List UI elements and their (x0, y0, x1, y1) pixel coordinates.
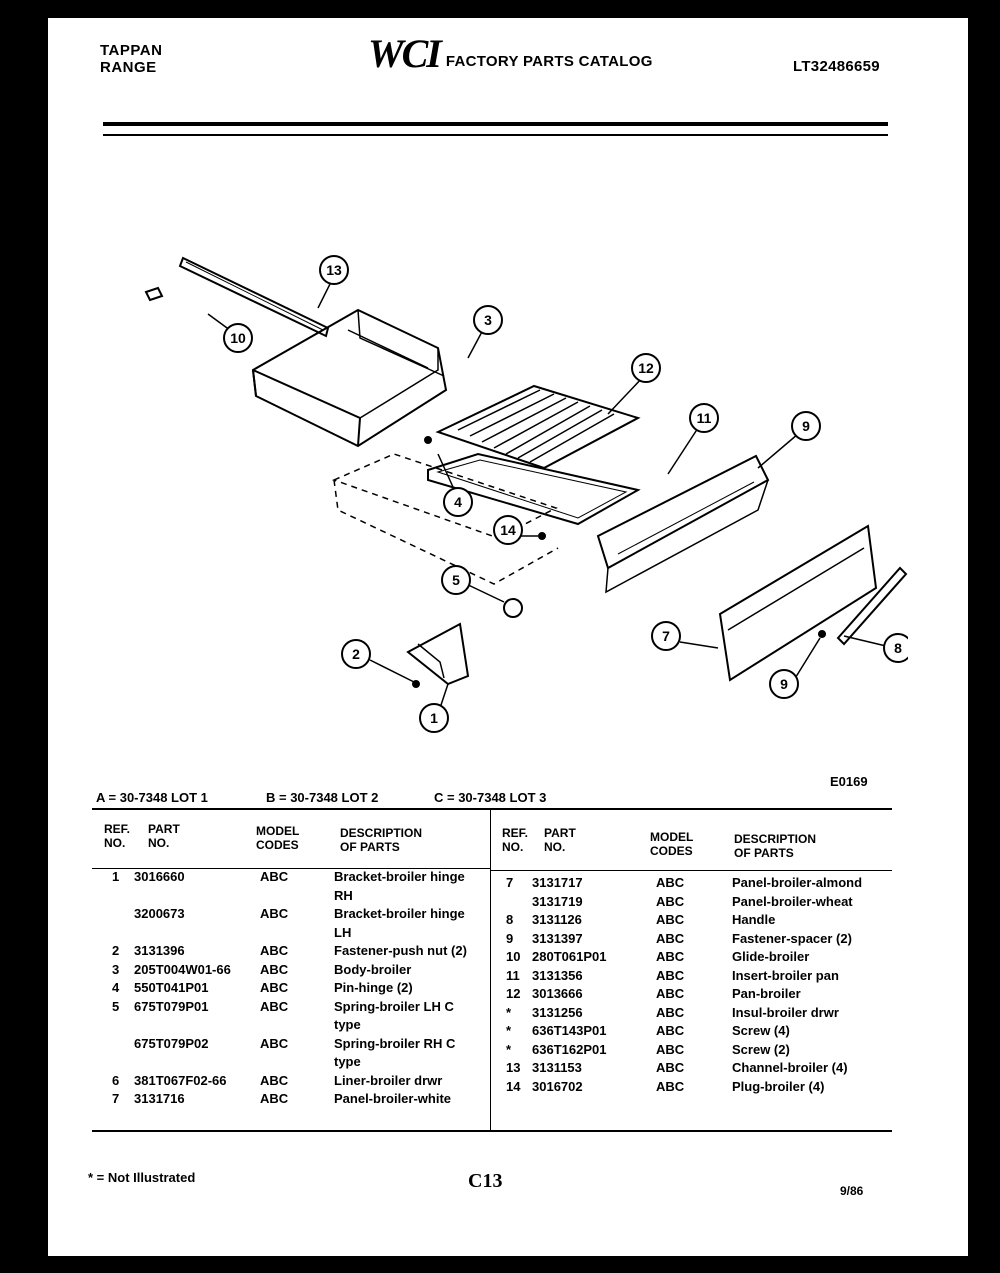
callout-4 (444, 488, 472, 516)
description-cell: Liner-broiler drwr (334, 1072, 443, 1088)
description-cell: Spring-broiler LH C (334, 998, 454, 1014)
header-rule (103, 122, 888, 126)
description-cell: Body-broiler (334, 961, 412, 977)
part-number-cell: 3131717 (532, 875, 583, 890)
description-cell: Insul-broiler drwr (732, 1004, 839, 1020)
model-code-cell: ABC (260, 1091, 289, 1106)
description-cell: RH (334, 887, 353, 903)
header-description: DESCRIPTION OF PARTS (340, 826, 423, 854)
lot-c: C = 30-7348 LOT 3 (434, 790, 547, 805)
catalog-title: FACTORY PARTS CATALOG (445, 53, 653, 70)
wci-logo: WCI (368, 31, 440, 76)
page-number: C13 (468, 1170, 503, 1192)
header-ref-no-right: REF. NO. (502, 826, 529, 854)
catalog-page (48, 18, 968, 1256)
ref-cell: 9 (506, 930, 514, 946)
ref-cell: 2 (112, 943, 120, 958)
part-number-cell: 3016660 (134, 869, 185, 884)
description-cell: Handle (732, 912, 776, 927)
header-part-no-right: PART NO. (544, 826, 576, 854)
callout-10 (224, 324, 252, 352)
svg-text:13: 13 (326, 262, 342, 278)
svg-text:8: 8 (894, 640, 902, 656)
brand-block (100, 42, 162, 76)
model-code-cell: ABC (656, 875, 685, 890)
model-code-cell: ABC (260, 1035, 289, 1051)
part-number-cell: 3131356 (532, 967, 583, 983)
brand-name: TAPPAN (100, 42, 163, 59)
header-description-right: DESCRIPTION OF PARTS (734, 832, 817, 860)
part-number-cell: 3131396 (134, 943, 185, 958)
model-code-cell: ABC (656, 1004, 685, 1020)
description-cell: Channel-broiler (4) (732, 1060, 848, 1075)
callout-11 (690, 404, 718, 432)
model-code-cell: ABC (260, 980, 289, 995)
part-number-cell: 675T079P02 (134, 1035, 209, 1051)
model-number: LT32486659 (793, 58, 880, 75)
model-code-cell: ABC (260, 943, 289, 958)
part-number-cell: 3131256 (532, 1004, 583, 1020)
part-number-cell: 3013666 (532, 986, 583, 1001)
ref-cell: 7 (506, 875, 514, 890)
ref-cell: 6 (112, 1072, 120, 1088)
callout-1 (420, 704, 448, 732)
exploded-parts-diagram (108, 218, 908, 738)
header-model-codes: MODEL CODES (256, 824, 300, 852)
part-number-cell: 3131719 (532, 893, 583, 909)
description-cell: Insert-broiler pan (732, 967, 839, 983)
part-number-cell: 381T067F02-66 (134, 1072, 227, 1088)
model-code-cell: ABC (260, 1072, 289, 1088)
model-code-cell: ABC (656, 930, 685, 946)
table-bottom-rule (92, 1130, 892, 1132)
svg-text:5: 5 (452, 572, 460, 588)
svg-text:2: 2 (352, 646, 360, 662)
part-number-cell: 3131126 (532, 912, 582, 927)
callout-7 (652, 622, 680, 650)
spring-part (504, 599, 522, 617)
table-top-rule (92, 808, 892, 810)
callout-2 (342, 640, 370, 668)
part-number-cell: 280T061P01 (532, 949, 607, 964)
svg-text:12: 12 (638, 360, 654, 376)
description-cell: Fastener-push nut (2) (334, 943, 467, 958)
svg-text:3: 3 (484, 312, 492, 328)
model-code-cell: ABC (260, 906, 289, 921)
fastener-part (146, 288, 162, 300)
description-cell: Bracket-broiler hinge (334, 906, 465, 921)
description-cell: Panel-broiler-wheat (732, 893, 853, 909)
description-cell: Pan-broiler (732, 986, 801, 1001)
model-code-cell: ABC (656, 1023, 685, 1038)
part-number-cell: 3131397 (532, 930, 583, 946)
part-number-cell: 636T143P01 (532, 1023, 607, 1038)
bracket-part (408, 624, 468, 684)
front-panel-part (720, 526, 876, 680)
ref-cell: 1 (112, 869, 120, 884)
model-code-cell: ABC (260, 869, 289, 884)
part-number-cell: 675T079P01 (134, 998, 209, 1014)
header-model-codes-right: MODEL CODES (650, 830, 694, 858)
callout-9-bottom (770, 670, 798, 698)
ref-cell: 4 (112, 980, 120, 995)
model-code-cell: ABC (656, 949, 685, 964)
model-code-cell: ABC (260, 961, 289, 977)
description-cell: Screw (4) (732, 1023, 790, 1038)
svg-text:9: 9 (802, 418, 810, 434)
product-type: RANGE (100, 59, 157, 76)
description-cell: type (334, 1017, 361, 1032)
description-cell: type (334, 1054, 361, 1069)
model-code-cell: ABC (656, 967, 685, 983)
description-cell: Panel-broiler-almond (732, 875, 863, 890)
catalog-header (368, 31, 653, 76)
callout-13 (320, 256, 348, 284)
description-cell: Plug-broiler (4) (732, 1078, 825, 1094)
ref-cell: 12 (506, 986, 521, 1001)
description-cell: LH (334, 924, 352, 940)
callout-9-top (792, 412, 820, 440)
model-code-cell: ABC (656, 1078, 685, 1094)
ref-cell: 11 (506, 967, 520, 983)
callout-3 (474, 306, 502, 334)
table-head-rule-right (491, 870, 892, 871)
description-cell: Fastener-spacer (2) (732, 930, 852, 946)
model-code-cell: ABC (260, 998, 289, 1014)
part-number-cell: 3131716 (134, 1091, 185, 1106)
ref-cell: 13 (506, 1060, 521, 1075)
description-cell: Spring-broiler RH C (334, 1035, 456, 1051)
svg-text:14: 14 (500, 522, 516, 538)
lot-b: B = 30-7348 LOT 2 (266, 790, 379, 805)
callout-12 (632, 354, 660, 382)
broiler-grate-part (438, 386, 638, 468)
model-code-cell: ABC (656, 893, 685, 909)
header-ref-no: REF. NO. (104, 822, 131, 850)
model-code-cell: ABC (656, 1041, 685, 1057)
description-cell: Pin-hinge (2) (334, 980, 413, 995)
ref-cell: 3 (112, 961, 120, 977)
svg-text:10: 10 (230, 330, 246, 346)
ref-cell: * (506, 1004, 512, 1020)
ref-cell: * (506, 1041, 512, 1057)
model-code-cell: ABC (656, 912, 685, 927)
svg-text:9: 9 (780, 676, 788, 692)
callout-14 (494, 516, 522, 544)
liner-outline (334, 454, 558, 584)
description-cell: Glide-broiler (732, 949, 810, 964)
footnote: * = Not Illustrated (88, 1170, 196, 1185)
model-code-cell: ABC (656, 1060, 685, 1075)
header-rule-thin (103, 134, 888, 136)
drawing-code: E0169 (830, 774, 868, 789)
part-number-cell: 636T162P01 (532, 1041, 607, 1057)
ref-cell: 14 (506, 1078, 521, 1094)
ref-cell: 5 (112, 998, 120, 1014)
table-divider (490, 808, 491, 1130)
svg-text:7: 7 (662, 628, 670, 644)
ref-cell: 7 (112, 1091, 120, 1106)
ref-cell: * (506, 1023, 512, 1038)
ref-cell: 8 (506, 912, 514, 927)
description-cell: Screw (2) (732, 1041, 790, 1057)
part-number-cell: 3016702 (532, 1078, 583, 1094)
header-part-no: PART NO. (148, 822, 180, 850)
svg-text:1: 1 (430, 710, 438, 726)
svg-text:4: 4 (454, 494, 462, 510)
model-code-cell: ABC (656, 986, 685, 1001)
ref-cell: 10 (506, 949, 521, 964)
part-number-cell: 550T041P01 (134, 980, 209, 995)
lot-a: A = 30-7348 LOT 1 (96, 790, 208, 805)
callout-5 (442, 566, 470, 594)
part-number-cell: 3200673 (134, 906, 185, 921)
part-number-cell: 205T004W01-66 (134, 961, 231, 977)
svg-text:11: 11 (696, 410, 712, 426)
callout-8 (884, 634, 908, 662)
description-cell: Bracket-broiler hinge (334, 869, 465, 884)
part-number-cell: 3131153 (532, 1060, 582, 1075)
description-cell: Panel-broiler-white (334, 1091, 452, 1106)
revision-date: 9/86 (840, 1184, 864, 1198)
